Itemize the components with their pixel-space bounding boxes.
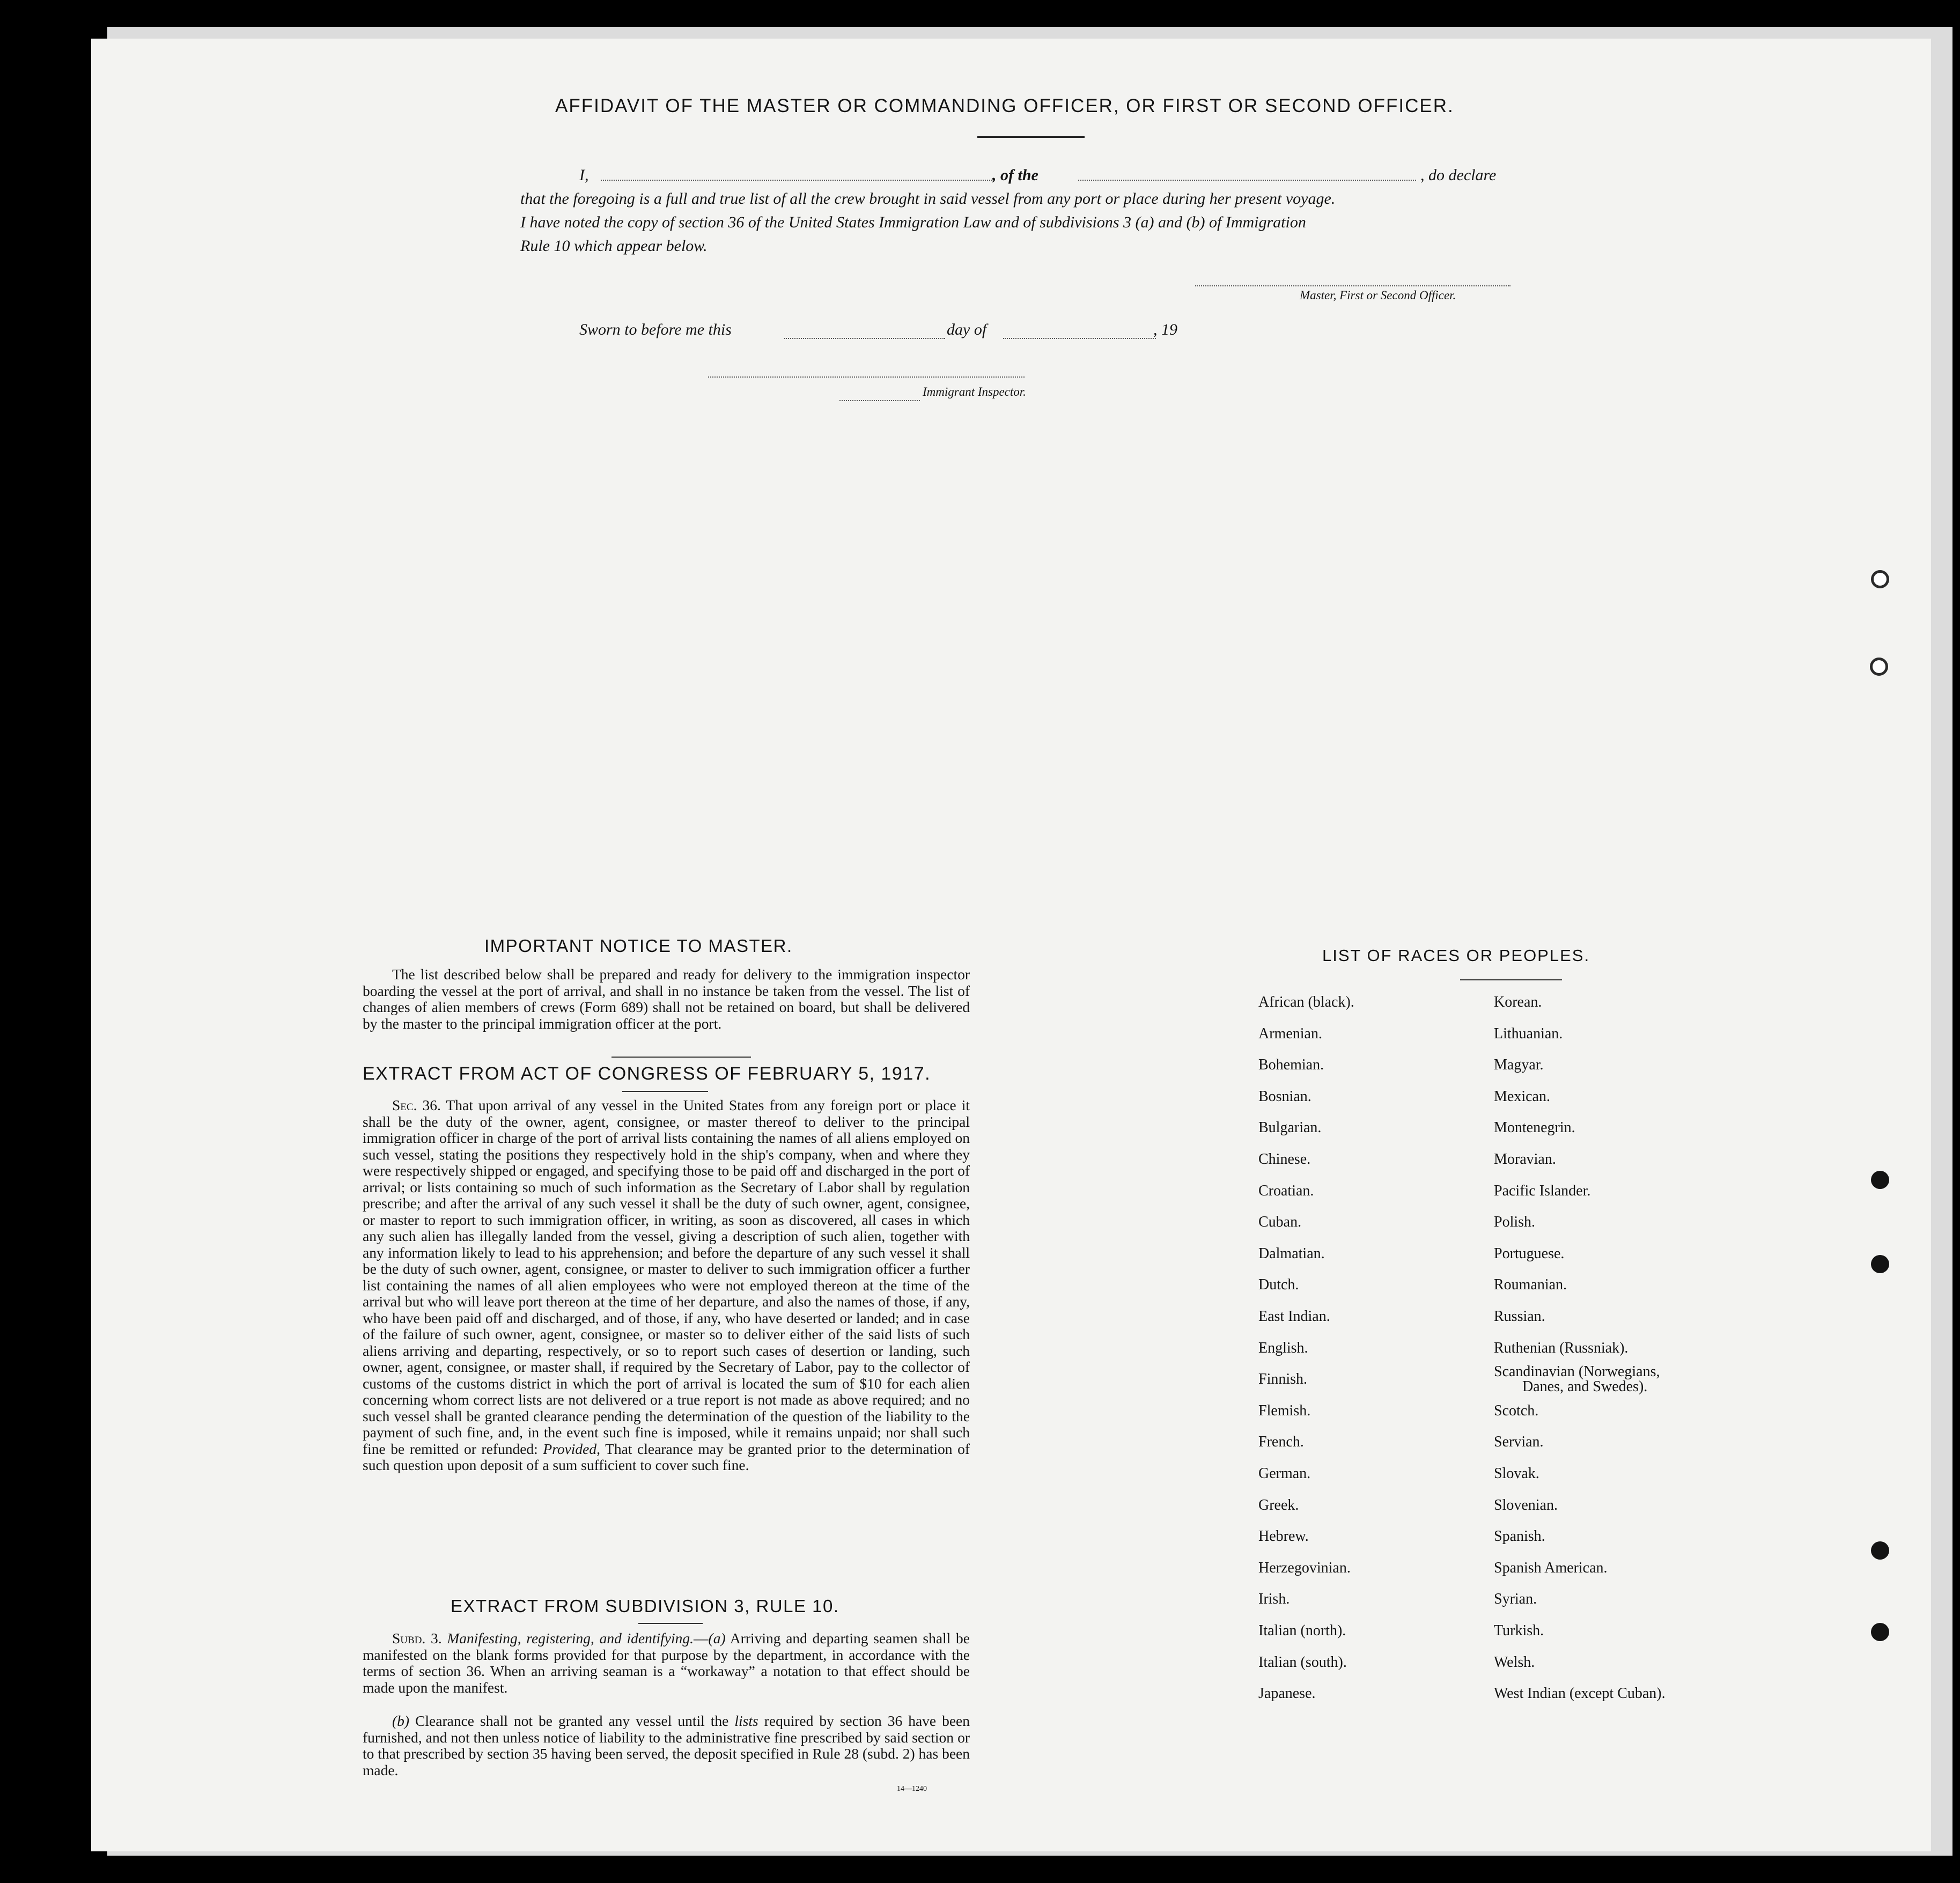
race-item: Magyar. (1494, 1057, 1544, 1074)
race-item: Portuguese. (1494, 1245, 1565, 1262)
binder-hole (1871, 1171, 1889, 1189)
race-item: Pacific Islander. (1494, 1182, 1591, 1199)
declare-i: I, (579, 166, 589, 184)
inspector-label: Immigrant Inspector. (923, 385, 1026, 398)
notice-text: The list described below shall be prepared and ready for delivery to the immigration inspector boarding the vessel at the port of arrival, and shall in no instance be taken from the vessel. The list of changes of alien members of crews (Form 689) shall not be retained on board, but shall be delivered by the master to the principal immigration officer at the port. (363, 966, 970, 1032)
sworn-month-blank[interactable] (1003, 338, 1156, 339)
rule-para-a: Subd. 3. Manifesting, registering, and identifying.—(a) Arriving and departing seamen shall be manifested on the blank forms provided for that purpose by the department, in accordance with the terms of section 36. When an arriving seaman is a “workaway” a notation to that effect should be made upon the manifest. (363, 1630, 970, 1696)
race-item: East Indian. (1258, 1308, 1330, 1325)
section-label: Sec. 36. (392, 1097, 441, 1113)
race-item-continuation: Danes, and Swedes). (1522, 1378, 1648, 1395)
race-item: French. (1258, 1434, 1304, 1451)
section-text-end: That clearance may be granted prior to the determination of such question upon deposit of a sum sufficient to cover such fine. (363, 1440, 970, 1473)
race-item: Welsh. (1494, 1653, 1535, 1671)
race-item: Mexican. (1494, 1088, 1550, 1105)
races-title: LIST OF RACES OR PEOPLES. (1322, 946, 1590, 965)
race-item: Japanese. (1258, 1685, 1316, 1702)
notice-title: IMPORTANT NOTICE TO MASTER. (484, 936, 793, 956)
race-item: German. (1258, 1465, 1311, 1482)
title-rule (977, 136, 1085, 138)
form-code: 14—1240 (897, 1785, 927, 1793)
act-section-36 (363, 1097, 970, 1474)
race-item: Italian (south). (1258, 1653, 1347, 1671)
race-item: Croatian. (1258, 1182, 1314, 1199)
subd-label: Subd. 3. (392, 1630, 442, 1646)
race-item: Montenegrin. (1494, 1119, 1575, 1136)
race-item: Herzegovinian. (1258, 1559, 1351, 1576)
section-text: That upon arrival of any vessel in the United States from any foreign port or place it shall be the duty of the owner, agent, consignee, or master thereof to deliver to the principal immigration officer in charge of the port of arrival lists containing the names of all aliens employed on such vessel, stating the positions they respectively hold in the ship's company, when and where they were respectively shipped or engaged, and specifying those to be paid off and discharged in the port of arrival; or lists containing so much of such information as the Secretary of Labor shall by regulation prescribe; and after the arrival of any such vessel it shall be the duty of such owner, agent, consignee, or master to report to such immigration officer, in writing, as soon as discovered, all cases in which any such alien has illegally landed from the vessel, giving a description of such alien, together with any information likely to lead to his apprehension; and before the departure of any such vessel it shall be the duty of such owner, agent, consignee, or master to deliver to such immigration officer a further list containing the names of all alien employees who were not employed thereon at the time of the arrival but who will leave port thereon at the time of her departure, and also the names of those, if any, who have been paid off and discharged, and of those, if any, who have deserted or landed; and in case of the failure of such owner, agent, consignee, or master so to deliver either of the said lists of such aliens arriving and departing, respectively, or so to report such cases of desertion or landing, such owner, agent, consignee, or master shall, if required by the Secretary of Labor, pay to the collector of customs of the customs district in which the port of arrival is located the sum of $10 for each alien concerning whom correct lists are not delivered or a true report is not made as above required; and no such vessel shall be granted clearance pending the determination of the question of the liability to the payment of such fine, and, in the event such fine is imposed, while it remains unpaid; nor shall such fine be remitted or refunded: (363, 1097, 970, 1457)
act-title: EXTRACT FROM ACT OF CONGRESS OF FEBRUARY 5, 1917. (363, 1064, 931, 1084)
race-item: West Indian (except Cuban). (1494, 1685, 1666, 1702)
rule-rule (638, 1623, 703, 1624)
race-item: African (black). (1258, 994, 1354, 1010)
declaration-line-4: Rule 10 which appear below. (520, 237, 708, 255)
binder-hole (1871, 1541, 1889, 1560)
race-item: Scandinavian (Norwegians, (1494, 1363, 1660, 1380)
race-item: Polish. (1494, 1214, 1536, 1231)
provided-word: Provided, (543, 1440, 601, 1457)
race-item: Slovak. (1494, 1465, 1539, 1482)
name-blank[interactable] (601, 180, 992, 181)
race-item: Bulgarian. (1258, 1119, 1322, 1136)
race-item: Russian. (1494, 1308, 1545, 1325)
master-signature-blank[interactable] (1195, 285, 1510, 286)
race-item: Hebrew. (1258, 1528, 1309, 1545)
declaration-line-3: I have noted the copy of section 36 of the United States Immigration Law and of subdivisions 3 (a) and (b) of Immigration (520, 213, 1306, 231)
sworn-text: Sworn to before me this (579, 321, 732, 338)
race-item: Lithuanian. (1494, 1025, 1563, 1042)
race-item: Bosnian. (1258, 1088, 1311, 1105)
race-item: Bohemian. (1258, 1057, 1324, 1074)
para-b-text-1: Clearance shall not be granted any vessel until the (415, 1712, 729, 1729)
race-item: Servian. (1494, 1434, 1544, 1451)
race-item: Finnish. (1258, 1371, 1308, 1388)
race-item: Italian (north). (1258, 1622, 1346, 1639)
inspector-signature-blank[interactable] (708, 376, 1025, 378)
subd-heading: Manifesting, registering, and identifying. (447, 1630, 694, 1646)
race-item: Armenian. (1258, 1025, 1322, 1042)
rule-title: EXTRACT FROM SUBDIVISION 3, RULE 10. (451, 1596, 839, 1616)
race-item: English. (1258, 1339, 1308, 1356)
race-item: Dutch. (1258, 1276, 1299, 1294)
race-item: Scotch. (1494, 1402, 1539, 1419)
race-item: Chinese. (1258, 1151, 1311, 1168)
race-item: Spanish American. (1494, 1559, 1608, 1576)
race-item: Syrian. (1494, 1591, 1537, 1608)
races-rule (1460, 979, 1562, 980)
race-item: Ruthenian (Russniak). (1494, 1339, 1629, 1356)
affidavit-declaration (520, 164, 1534, 258)
race-item: Slovenian. (1494, 1496, 1558, 1513)
para-a-label: (a) (708, 1630, 726, 1646)
race-item: Cuban. (1258, 1214, 1302, 1231)
declaration-line-2: that the foregoing is a full and true list of all the crew brought in said vessel from any port or place during her present voyage. (520, 190, 1336, 208)
sworn-day-of: day of (947, 321, 987, 338)
race-item: Flemish. (1258, 1402, 1311, 1419)
sworn-day-blank[interactable] (784, 338, 945, 339)
para-b-text-2: required by section 36 have been furnished, and not then unless notice of liability to the administrative fine prescribed by said section or to that prescribed by section 35 having been served, the deposit specified in Rule 28 (subd. 2) has been made. (363, 1712, 970, 1778)
document-page (91, 39, 1931, 1851)
race-item: Spanish. (1494, 1528, 1545, 1545)
inspector-signature-blank-2[interactable] (839, 400, 920, 401)
race-item: Roumanian. (1494, 1276, 1567, 1294)
race-item: Dalmatian. (1258, 1245, 1325, 1262)
act-rule (622, 1091, 708, 1092)
rule-para-b (363, 1713, 970, 1778)
race-item: Irish. (1258, 1591, 1290, 1608)
lists-word: lists (734, 1712, 758, 1729)
do-declare-text: , do declare (1420, 166, 1497, 184)
binder-hole (1871, 1623, 1889, 1641)
race-item: Greek. (1258, 1496, 1299, 1513)
notice-rule (611, 1057, 751, 1058)
affidavit-title: AFFIDAVIT OF THE MASTER OR COMMANDING OFFICER, OR FIRST OR SECOND OFFICER. (555, 95, 1454, 116)
vessel-blank[interactable] (1078, 180, 1416, 181)
binder-hole (1871, 1255, 1889, 1273)
race-item: Turkish. (1494, 1622, 1544, 1639)
race-item: Moravian. (1494, 1151, 1556, 1168)
binder-hole (1871, 570, 1889, 588)
of-the-text: , of the (992, 166, 1038, 184)
para-a-text: Arriving and departing seamen shall be manifested on the blank forms provided for that purpose by the department, in accordance with the terms of section 36. When an arriving seaman is a “workaway” a notation to that effect should be made upon the manifest. (363, 1630, 970, 1696)
master-signature-label: Master, First or Second Officer. (1300, 289, 1456, 302)
sworn-year: , 19 (1153, 321, 1177, 338)
race-item: Korean. (1494, 994, 1542, 1010)
para-b-label: (b) (392, 1712, 410, 1729)
binder-hole (1870, 658, 1888, 676)
